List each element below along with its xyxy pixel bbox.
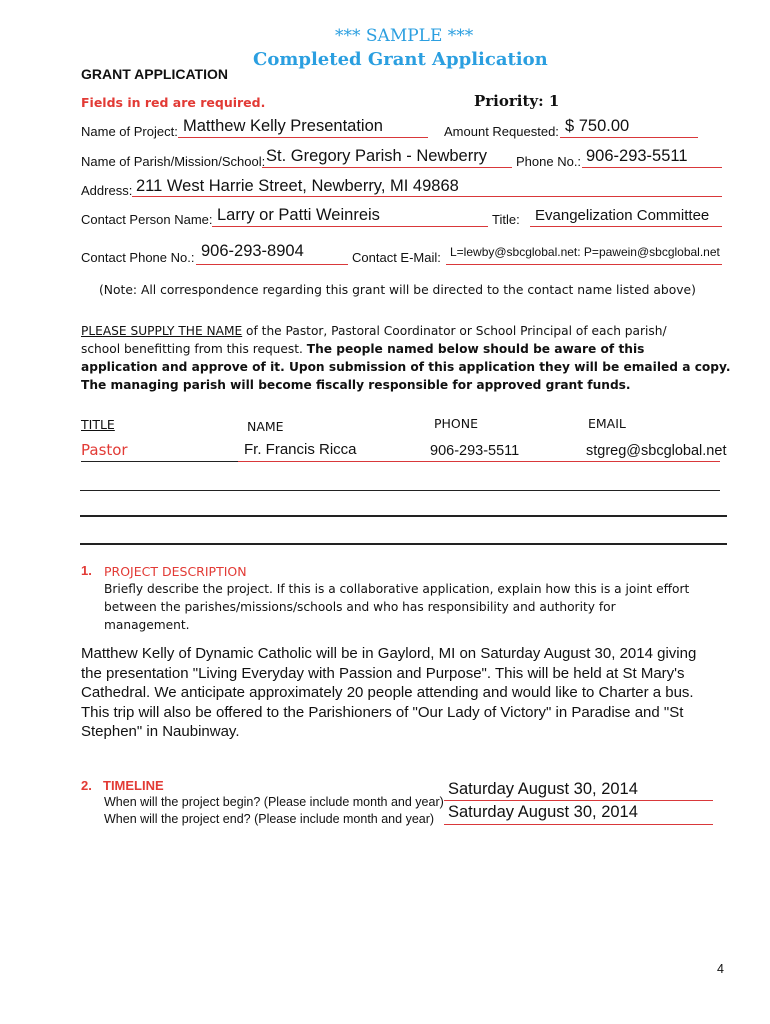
contact-name-field[interactable]: Larry or Patti Weinreis — [217, 206, 380, 224]
begin-date-field[interactable]: Saturday August 30, 2014 — [448, 780, 638, 798]
section2-heading: TIMELINE — [103, 778, 164, 793]
section1-heading: PROJECT DESCRIPTION — [104, 564, 247, 579]
end-question: When will the project end? (Please include month and year) — [104, 812, 435, 826]
end-date-underline — [444, 824, 713, 825]
supply-line-4: The managing parish will become fiscally responsible for approved grant funds. — [81, 378, 631, 392]
parish-underline — [262, 167, 512, 168]
parish-field[interactable]: St. Gregory Parish - Newberry — [266, 147, 487, 165]
phone-underline — [582, 167, 722, 168]
col-header-name: NAME — [247, 419, 284, 434]
table-empty-line-3 — [80, 543, 727, 545]
supply-line-2-bold: The people named below should be aware of this — [306, 342, 645, 356]
section1-instr-2: between the parishes/missions/schools and who has responsibility and authority for — [104, 600, 616, 614]
table-row-name[interactable]: Fr. Francis Ricca — [244, 441, 357, 458]
description-line: the presentation "Living Everyday with Passion and Purpose". This will be held at St Mary's — [81, 664, 685, 682]
address-field[interactable]: 211 West Harrie Street, Newberry, MI 49868 — [136, 177, 459, 195]
contact-phone-label: Contact Phone No.: — [81, 250, 195, 265]
contact-name-underline — [212, 226, 488, 227]
supply-heading: PLEASE SUPPLY THE NAME — [81, 324, 243, 338]
parish-label: Name of Parish/Mission/School: — [81, 154, 266, 169]
completed-banner: Completed Grant Application — [253, 49, 548, 70]
title-underline — [530, 226, 722, 227]
table-row-line-red — [238, 461, 720, 462]
project-name-label: Name of Project: — [81, 124, 178, 139]
description-line: Matthew Kelly of Dynamic Catholic will be in Gaylord, MI on Saturday August 30, 2014 giving — [81, 645, 697, 662]
supply-paragraph — [81, 322, 731, 394]
address-underline — [132, 196, 722, 197]
begin-date-underline — [444, 800, 713, 801]
end-date-field[interactable]: Saturday August 30, 2014 — [448, 803, 638, 821]
section1-instr-1: Briefly describe the project. If this is a collaborative application, explain how this is a joint effort — [104, 582, 690, 596]
amount-underline — [560, 137, 698, 138]
section1-instructions — [104, 580, 689, 634]
description-line: Cathedral. We anticipate approximately 20 people attending and would like to Charter a bus. — [81, 684, 694, 701]
priority: Priority: 1 — [474, 92, 560, 110]
supply-line-3: application and approve of it. Upon submission of this application they will be emailed a copy. — [81, 360, 731, 374]
title-field[interactable]: Evangelization Committee — [535, 207, 710, 224]
section1-number: 1. — [81, 563, 92, 578]
description-line: Stephen" in Naubinway. — [81, 723, 240, 740]
table-row-phone[interactable]: 906-293-5511 — [430, 443, 520, 459]
table-row-email[interactable]: stgreg@sbcglobal.net — [586, 443, 727, 459]
phone-field[interactable]: 906-293-5511 — [586, 147, 688, 165]
col-header-phone: PHONE — [434, 416, 479, 431]
begin-question: When will the project begin? (Please include month and year) — [104, 795, 444, 809]
contact-email-field[interactable]: L=lewby@sbcglobal.net: P=pawein@sbcglobal.net — [450, 245, 720, 259]
section1-instr-3: management. — [104, 618, 190, 632]
phone-label: Phone No.: — [516, 154, 582, 169]
col-header-title: TITLE — [81, 417, 115, 432]
project-description[interactable] — [81, 644, 696, 742]
supply-line-2: school benefitting from this request. — [81, 342, 307, 356]
table-empty-line-1 — [80, 490, 720, 491]
project-name-field[interactable]: Matthew Kelly Presentation — [183, 117, 383, 135]
contact-phone-underline — [196, 264, 348, 265]
section2-number: 2. — [81, 778, 92, 793]
page-number: 4 — [717, 962, 724, 976]
table-empty-line-2 — [80, 515, 727, 517]
table-row-title[interactable]: Pastor — [81, 441, 128, 459]
amount-label: Amount Requested: — [444, 124, 559, 139]
correspondence-note: (Note: All correspondence regarding this grant will be directed to the contact name listed above) — [99, 283, 696, 297]
address-label: Address: — [81, 183, 133, 198]
page-title: GRANT APPLICATION — [81, 66, 228, 82]
project-name-underline — [178, 137, 428, 138]
amount-field[interactable]: $ 750.00 — [565, 117, 630, 135]
sample-banner: *** SAMPLE *** — [335, 26, 474, 46]
description-line: This trip will also be offered to the Parishioners of "Our Lady of Victory" in Paradise and "St — [81, 703, 684, 721]
col-header-email: EMAIL — [588, 416, 626, 431]
title-label: Title: — [492, 212, 520, 227]
contact-email-underline — [446, 264, 722, 265]
contact-phone-field[interactable]: 906-293-8904 — [201, 242, 304, 260]
contact-name-label: Contact Person Name: — [81, 212, 213, 227]
table-row-line-black — [81, 461, 241, 462]
contact-email-label: Contact E-Mail: — [352, 250, 441, 265]
required-note: Fields in red are required. — [81, 95, 266, 110]
supply-line-1: of the Pastor, Pastoral Coordinator or School Principal of each parish/ — [242, 324, 667, 338]
